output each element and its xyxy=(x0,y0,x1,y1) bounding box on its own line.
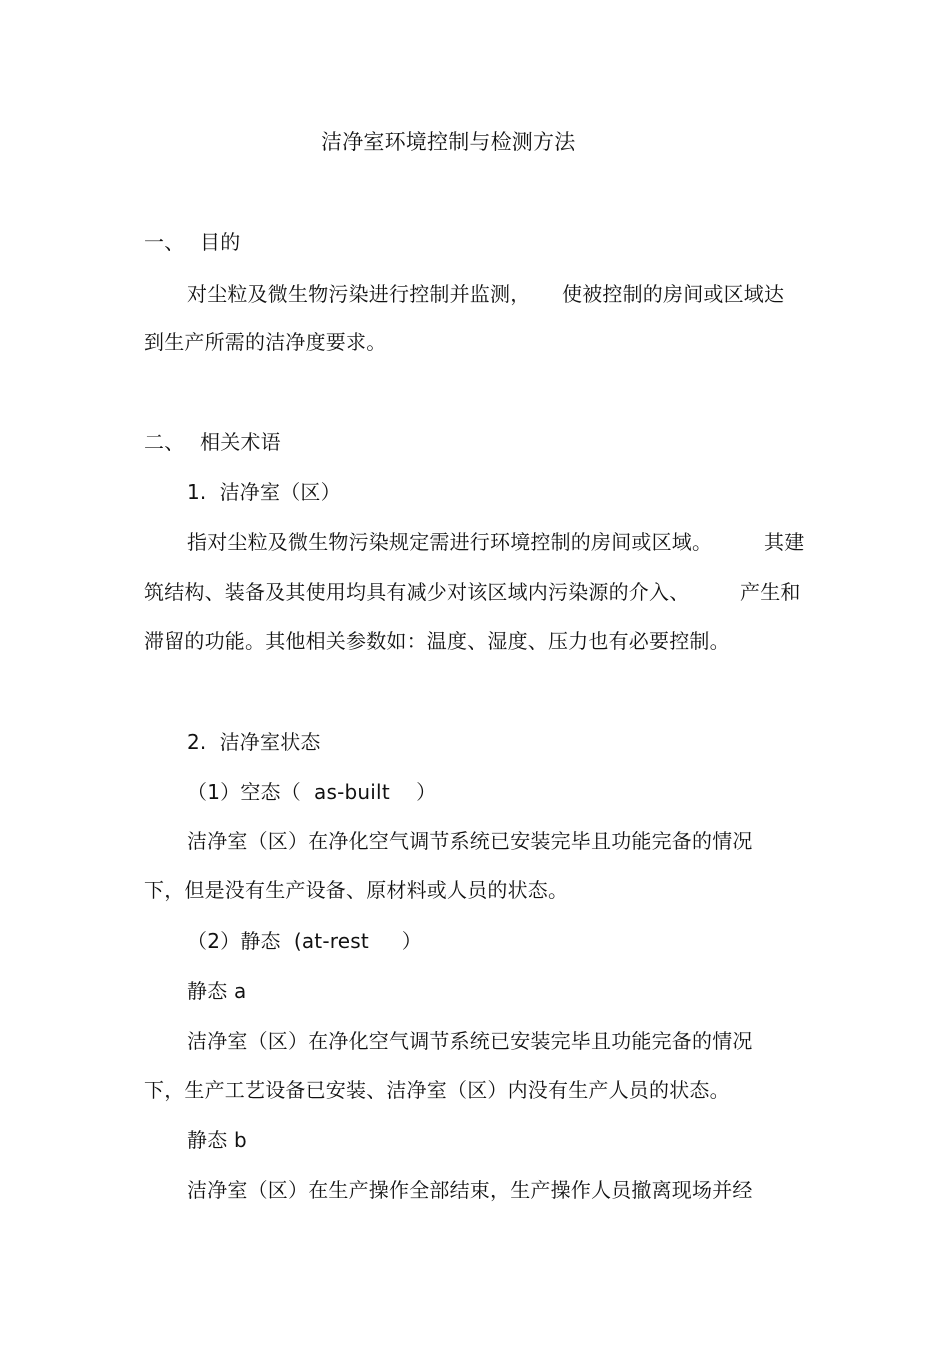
section-1-paragraph-line2: 到生产所需的洁净度要求。 xyxy=(144,330,387,354)
section-1-number: 一、 xyxy=(144,230,185,254)
state-1-heading: （1）空态（ as-built ） xyxy=(187,780,437,804)
term-1-paragraph-line1b: 其建 xyxy=(764,530,805,554)
state-2a-line2: 下，生产工艺设备已安装、洁净室（区）内没有生产人员的状态。 xyxy=(144,1078,730,1102)
state-1-line2: 下，但是没有生产设备、原材料或人员的状态。 xyxy=(144,878,569,902)
page-title: 洁净室环境控制与检测方法 xyxy=(321,130,576,154)
section-2-number: 二、 xyxy=(144,430,185,454)
term-1-paragraph-line3: 滞留的功能。其他相关参数如：温度、湿度、压力也有必要控制。 xyxy=(144,629,730,653)
term-2-heading: 2. 洁净室状态 xyxy=(187,730,321,754)
section-1-paragraph-line1b: 使被控制的房间或区域达 xyxy=(562,282,785,306)
state-2b-line1: 洁净室（区）在生产操作全部结束，生产操作人员撤离现场并经 xyxy=(187,1178,753,1202)
state-2a-label: 静态 a xyxy=(187,979,247,1003)
section-1-paragraph-line1a: 对尘粒及微生物污染进行控制并监测， xyxy=(187,282,531,306)
state-2a-line1: 洁净室（区）在净化空气调节系统已安装完毕且功能完备的情况 xyxy=(187,1029,753,1053)
state-2b-label: 静态 b xyxy=(187,1128,247,1152)
section-2-heading: 相关术语 xyxy=(200,430,281,454)
term-1-heading: 1. 洁净室（区） xyxy=(187,480,341,504)
term-1-paragraph-line2b: 产生和 xyxy=(740,580,801,604)
state-2-heading: （2）静态 (at-rest ） xyxy=(187,929,422,953)
term-1-paragraph-line1a: 指对尘粒及微生物污染规定需进行环境控制的房间或区域。 xyxy=(187,530,713,554)
section-1-heading: 目的 xyxy=(200,230,241,254)
term-1-paragraph-line2a: 筑结构、装备及其使用均具有减少对该区域内污染源的介入、 xyxy=(144,580,690,604)
state-1-line1: 洁净室（区）在净化空气调节系统已安装完毕且功能完备的情况 xyxy=(187,829,753,853)
